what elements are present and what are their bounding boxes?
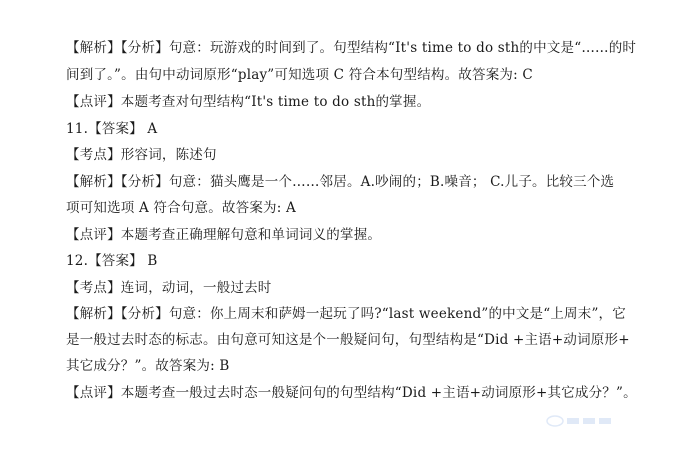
watermark-logo [545, 412, 615, 430]
text-line: 【点评】本题考查对句型结构“It's time to do sth的掌握。 [66, 94, 431, 110]
text-line: 【解析】【分析】句意：你上周末和萨姆一起玩了吗?“last weekend”的中文是“上周末”，它 [66, 306, 626, 322]
text-line: 【考点】连词，动词，一般过去时 [66, 280, 272, 296]
text-line: 其它成分？”。故答案为: B [66, 358, 230, 374]
text-line: 【解析】【分析】句意：玩游戏的时间到了。句型结构“It's time to do sth的中文是“……的时 [66, 40, 637, 56]
text-line: 【点评】本题考查正确理解句意和单词词义的掌握。 [66, 227, 382, 243]
text-line: 是一般过去时态的标志。由句意可知这是个一般疑问句，句型结构是“Did +主语+动词原形+ [66, 332, 630, 348]
text-line: 【解析】【分析】句意：猫头鹰是一个……邻居。A.吵闹的；B.噪音； C.儿子。比较三个选 [66, 174, 615, 190]
text-line: 项可知选项 A 符合句意。故答案为: A [66, 200, 296, 216]
text-line: 间到了。”。由句中动词原形“play”可知选项 C 符合本句型结构。故答案为: C [66, 67, 533, 83]
question-answer-line: 11.【答案】 A [66, 121, 158, 137]
text-line: 【考点】形容词，陈述句 [66, 147, 217, 163]
text-line: 【点评】本题考查一般过去时态一般疑问句的句型结构“Did +主语+动词原形+其它成分？”。 [66, 385, 637, 401]
question-answer-line: 12.【答案】 B [66, 253, 158, 269]
